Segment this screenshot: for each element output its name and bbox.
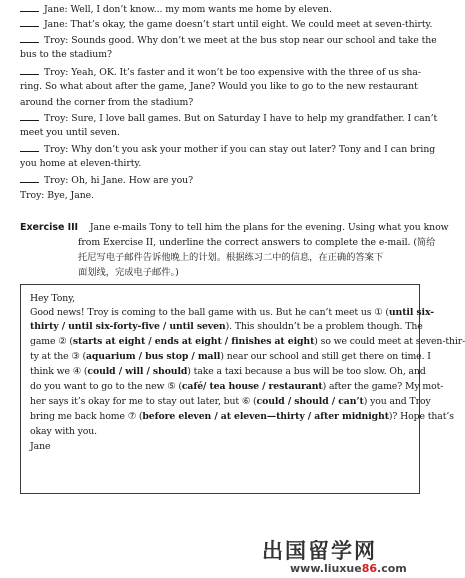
answer-blank[interactable] xyxy=(20,3,39,12)
email-text: ) you and Troy xyxy=(363,396,431,407)
answer-blank[interactable] xyxy=(20,174,39,183)
choice-5[interactable]: café/ tea house / restaurant xyxy=(181,381,323,392)
dialogue-line xyxy=(20,81,420,93)
email-greeting: Hey Tony, xyxy=(30,293,75,304)
choice-7[interactable]: before eleven / at eleven—thirty / after midnight xyxy=(142,411,389,422)
email-line xyxy=(30,351,431,363)
dialogue-line xyxy=(20,49,420,61)
dialogue-text: meet you until seven. xyxy=(20,127,120,138)
email-line xyxy=(30,381,444,393)
dialogue-text: Troy: Bye, Jane. xyxy=(20,190,94,201)
dialogue-line xyxy=(20,97,420,109)
answer-blank[interactable] xyxy=(20,18,39,27)
exercise-3-line-2: from Exercise II, underline the correct answers to complete the e-mail. (简给 xyxy=(78,237,436,248)
email-line xyxy=(30,366,426,378)
dialogue-text: Jane: Well, I don’t know... my mom wants me home by eleven. xyxy=(44,4,332,15)
dialogue-line xyxy=(20,18,433,31)
dialogue-line xyxy=(20,190,420,202)
site-watermark-logo xyxy=(258,540,436,576)
choice-1[interactable]: until six- xyxy=(388,307,434,318)
dialogue-line xyxy=(20,3,420,16)
email-text: ). This shouldn’t be a problem though. The xyxy=(225,321,423,332)
choice-1[interactable]: thirty / until six-forty-five / until seven xyxy=(30,321,226,332)
dialogue-line xyxy=(20,66,420,79)
email-line: okay with you. xyxy=(30,426,97,437)
exercise-3-line-1 xyxy=(20,222,449,234)
dialogue-text: you home at eleven-thirty. xyxy=(20,158,142,169)
email-text: ) take a taxi because a bus will be too slow. Oh, and xyxy=(187,366,426,377)
dialogue-text: around the corner from the stadium? xyxy=(20,97,194,108)
email-line xyxy=(30,307,434,319)
email-text: Good news! Troy is coming to the ball game with us. But he can’t meet us ① ( xyxy=(30,307,389,318)
dialogue-text: Troy: Why don’t you ask your mother if you can stay out later? Tony and I can bring xyxy=(44,144,436,155)
email-text: ) after the game? My mot- xyxy=(322,381,444,392)
exercise-label: Exercise III xyxy=(20,222,79,233)
email-text: ty at the ③ ( xyxy=(30,351,86,362)
watermark-url: www.liuxue86.com xyxy=(290,562,407,575)
answer-blank[interactable] xyxy=(20,66,39,75)
answer-blank[interactable] xyxy=(20,112,39,121)
choice-6[interactable]: could / should / can’t xyxy=(256,396,364,407)
dialogue-line xyxy=(20,127,420,139)
dialogue-text: Jane: That’s okay, the game doesn’t start until eight. We could meet at seven-thirty. xyxy=(44,19,433,30)
answer-blank[interactable] xyxy=(20,143,39,152)
email-text: do you want to go to the new ⑤ ( xyxy=(30,381,182,392)
dialogue-text: Troy: Oh, hi Jane. How are you? xyxy=(44,175,194,186)
choice-3[interactable]: aquarium / bus stop / mall xyxy=(85,351,221,362)
choice-2[interactable]: starts at eight / ends at eight / finishes at eight xyxy=(72,336,315,347)
choice-4[interactable]: could / will / should xyxy=(87,366,188,377)
dialogue-line xyxy=(20,112,438,125)
email-box xyxy=(20,284,465,494)
email-text: ) near our school and still get there on time. I xyxy=(220,351,431,362)
email-text: her says it’s okay for me to stay out later, but ⑥ ( xyxy=(30,396,257,407)
dialogue-text: Troy: Sure, I love ball games. But on Saturday I have to help my grandfather. I can’t xyxy=(44,113,438,124)
email-text: think we ④ ( xyxy=(30,366,88,377)
exercise-3-line-3: 托尼写电子邮件告诉他晚上的计划。根据练习二中的信息，在正确的答案下 xyxy=(78,252,384,263)
dialogue-text: ring. So what about after the game, Jane? Would you like to go to the new restaurant xyxy=(20,81,418,92)
email-text: bring me back home ⑦ ( xyxy=(30,411,143,422)
email-line xyxy=(30,321,423,333)
watermark-chinese-text: 出国留学网 xyxy=(262,539,377,563)
email-line xyxy=(30,396,431,408)
dialogue-text: Troy: Yeah, OK. It’s faster and it won’t be too expensive with the three of us sha- xyxy=(44,67,421,78)
email-text: )? Hope that’s xyxy=(388,411,454,422)
dialogue-line xyxy=(20,158,420,170)
email-line xyxy=(30,411,454,423)
email-signature: Jane xyxy=(30,441,51,452)
dialogue-line xyxy=(20,174,420,187)
email-text: game ② ( xyxy=(30,336,73,347)
dialogue-line xyxy=(20,143,436,156)
email-line xyxy=(30,336,465,348)
dialogue-line xyxy=(20,34,437,47)
email-text: ) so we could meet at seven-thir- xyxy=(314,336,465,347)
answer-blank[interactable] xyxy=(20,34,39,43)
exercise-instruction: Jane e-mails Tony to tell him the plans for the evening. Using what you know xyxy=(89,222,449,233)
dialogue-text: Troy: Sounds good. Why don’t we meet at the bus stop near our school and take the xyxy=(44,35,437,46)
exercise-3-line-4: 面划线，完成电子邮件。) xyxy=(78,267,179,278)
dialogue-text: bus to the stadium? xyxy=(20,49,112,60)
